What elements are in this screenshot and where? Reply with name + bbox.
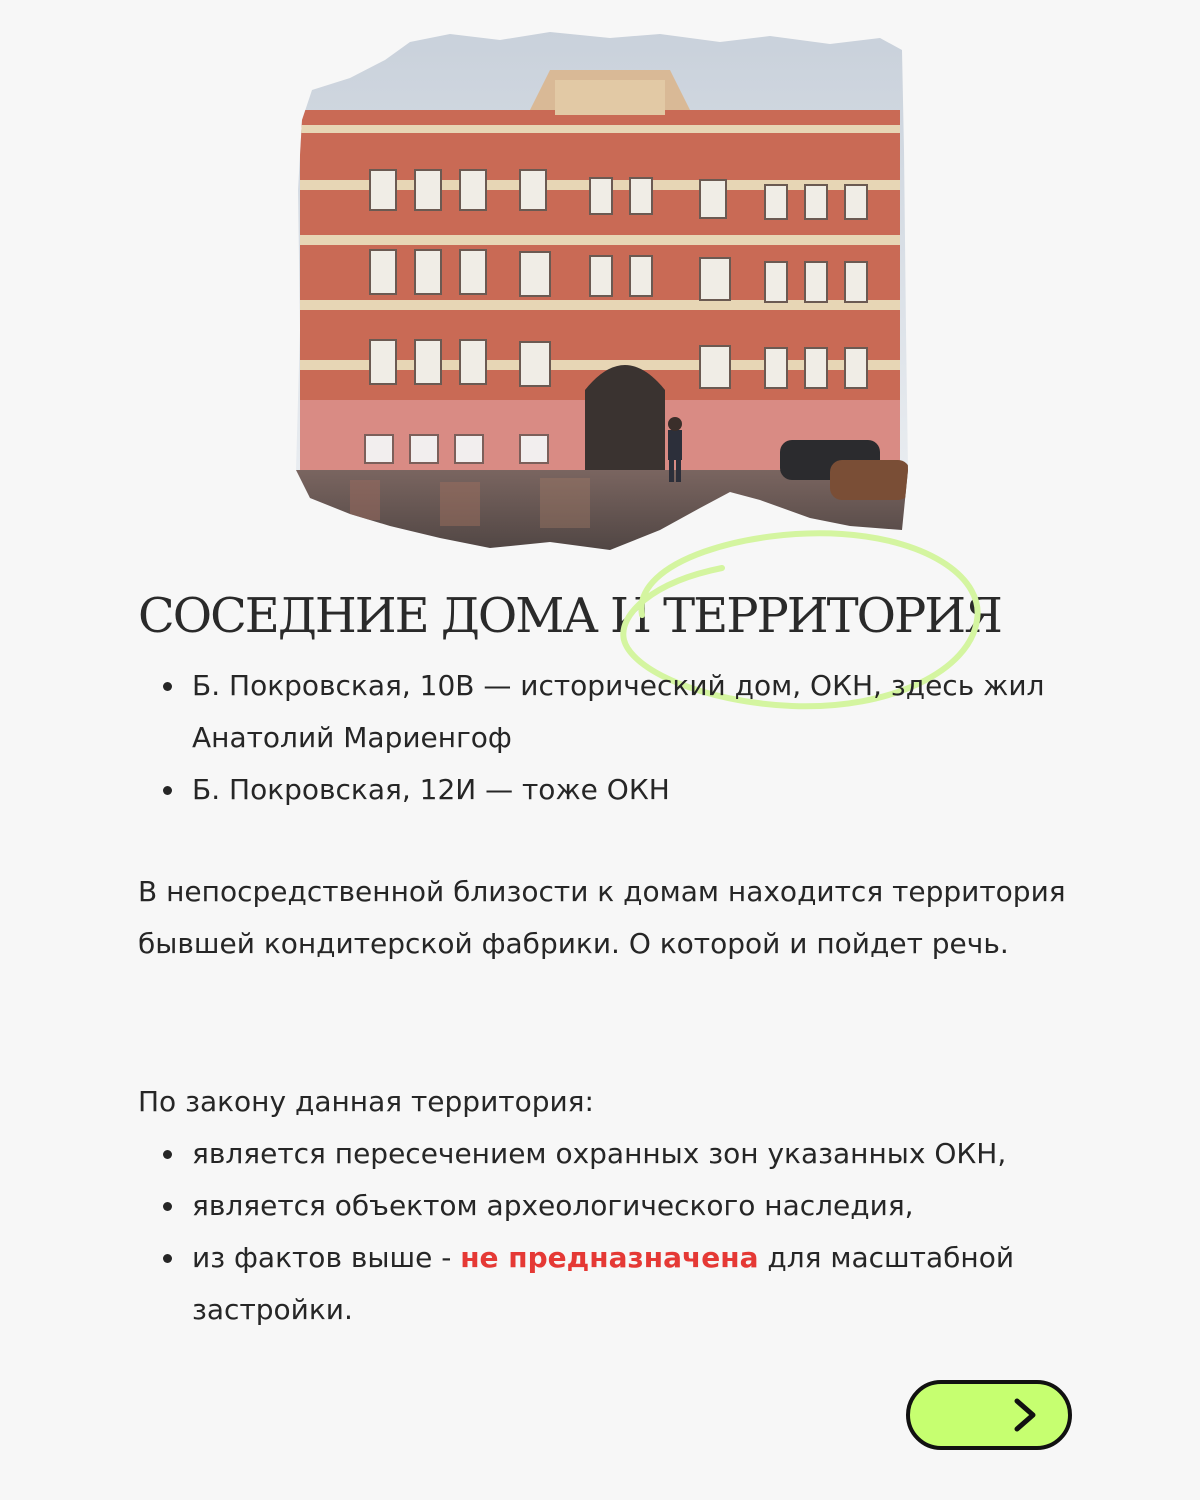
- list-item: Б. Покровская, 10В — исторический дом, ОКН, здесь жил Анатолий Мариенгоф: [138, 660, 1148, 764]
- list-item: является пересечением охранных зон указанных ОКН,: [138, 1128, 1148, 1180]
- emphasis-text: не предназначена: [460, 1241, 759, 1274]
- list-item-emphasis: [138, 1232, 1148, 1336]
- neighbors-list-block: [138, 660, 1148, 816]
- law-intro: По закону данная территория:: [138, 1085, 594, 1118]
- building-illustration: [290, 30, 910, 555]
- page-title: СОСЕДНИЕ ДОМА И ТЕРРИТОРИЯ: [138, 588, 1001, 644]
- list-item: является объектом археологического наследия,: [138, 1180, 1148, 1232]
- chevron-right-icon: [1008, 1396, 1042, 1434]
- next-button[interactable]: [906, 1380, 1072, 1450]
- intro-paragraph-block: [138, 866, 1148, 970]
- law-block: [138, 1076, 1148, 1336]
- building-photo: [290, 30, 910, 555]
- neighbors-list: [138, 660, 1148, 816]
- list-item: Б. Покровская, 12И — тоже ОКН: [138, 764, 1148, 816]
- emphasis-after: для масштабной застройки.: [192, 1241, 1015, 1326]
- law-list: [138, 1128, 1148, 1336]
- intro-paragraph: В непосредственной близости к домам находится территория бывшей кондитерской фабрики. О которой и пойдет речь.: [138, 875, 1066, 960]
- emphasis-before: из фактов выше -: [192, 1241, 461, 1274]
